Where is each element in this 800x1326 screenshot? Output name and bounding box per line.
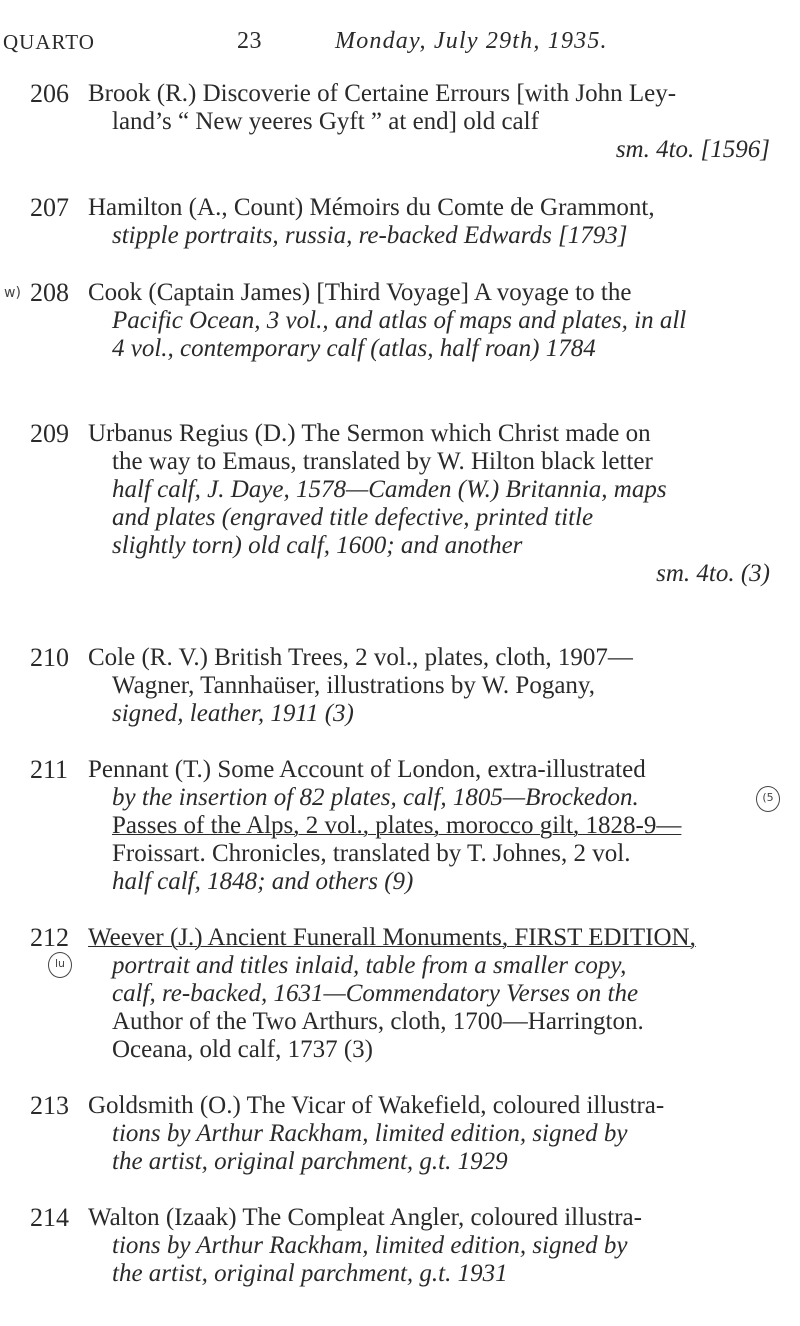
margin-annotation: w) — [4, 285, 21, 301]
lot-line: and plates (engraved title defective, printed title — [112, 504, 594, 531]
circled-annotation: (5 — [756, 786, 780, 812]
lot-line: the way to Emaus, translated by W. Hilton black letter — [112, 448, 653, 475]
lot-line: Goldsmith (O.) The Vicar of Wakefield, coloured illustra- — [88, 1092, 665, 1119]
lot-number: 211 — [30, 755, 69, 784]
lot-line: Author of the Two Arthurs, cloth, 1700—Harrington. — [112, 1008, 644, 1035]
lot-line: Wagner, Tannhaüser, illustrations by W. Pogany, — [112, 672, 596, 699]
lot-line: Cole (R. V.) British Trees, 2 vol., plates, cloth, 1907— — [88, 644, 633, 671]
lot-line: Walton (Izaak) The Compleat Angler, coloured illustra- — [88, 1204, 642, 1231]
lot-line: half calf, 1848; and others (9) — [112, 868, 414, 895]
lot-line: Pennant (T.) Some Account of London, extra-illustrated — [88, 756, 646, 783]
lot-description — [88, 756, 778, 896]
lot-line: Pacific Ocean, 3 vol., and atlas of maps and plates, in all — [112, 307, 687, 334]
circled-annotation: lu — [48, 952, 72, 978]
page-number: 23 — [237, 28, 262, 54]
lot-line: calf, re-backed, 1631—Commendatory Verses on the — [112, 980, 639, 1007]
lot-line: signed, leather, 1911 (3) — [112, 700, 354, 727]
lot-number: 208 — [30, 278, 69, 307]
lot-line: sm. 4to. (3) — [656, 560, 770, 587]
lot-description — [88, 80, 778, 164]
lot-line: land’s “ New yeeres Gyft ” at end] old calf — [112, 108, 539, 135]
header-section: QUARTO — [3, 30, 95, 54]
lot-line: Brook (R.) Discoverie of Certaine Errours [with John Ley- — [88, 80, 677, 107]
lot-line: tions by Arthur Rackham, limited edition, signed by — [112, 1120, 628, 1147]
lot-line: by the insertion of 82 plates, calf, 1805—Brockedon. — [112, 784, 639, 811]
sale-date: Monday, July 29th, 1935. — [335, 28, 608, 54]
lot-number: 214 — [30, 1203, 69, 1232]
lot-number: 209 — [30, 419, 69, 448]
lot-line: 4 vol., contemporary calf (atlas, half roan) 1784 — [112, 335, 596, 362]
lot-number: 207 — [30, 193, 69, 222]
lot-line: slightly torn) old calf, 1600; and another — [112, 532, 523, 559]
lot-number: 206 — [30, 79, 69, 108]
lot-number: 213 — [30, 1091, 69, 1120]
lot-line: Urbanus Regius (D.) The Sermon which Christ made on — [88, 420, 651, 447]
lot-line: tions by Arthur Rackham, limited edition, signed by — [112, 1232, 628, 1259]
lot-description — [88, 924, 778, 1064]
lot-description — [88, 420, 778, 588]
page-header — [0, 26, 800, 60]
lot-line: Weever (J.) Ancient Funerall Monuments, FIRST EDITION, — [88, 924, 696, 951]
lot-line: sm. 4to. [1596] — [615, 136, 770, 163]
lot-line: Hamilton (A., Count) Mémoirs du Comte de Grammont, — [88, 194, 655, 221]
lot-description — [88, 1092, 778, 1176]
lot-line: Passes of the Alps, 2 vol., plates, morocco gilt, 1828-9— — [112, 812, 682, 839]
lot-line: half calf, J. Daye, 1578—Camden (W.) Britannia, maps — [112, 476, 667, 503]
lot-description — [88, 644, 778, 728]
lot-line: Froissart. Chronicles, translated by T. Johnes, 2 vol. — [112, 840, 631, 867]
lot-number: 210 — [30, 643, 69, 672]
lot-line: Cook (Captain James) [Third Voyage] A voyage to the — [88, 279, 632, 306]
lot-line: the artist, original parchment, g.t. 1929 — [112, 1148, 508, 1175]
lot-description — [88, 194, 778, 250]
lot-line: stipple portraits, russia, re-backed Edwards [1793] — [112, 222, 628, 249]
lot-line: Oceana, old calf, 1737 (3) — [112, 1036, 373, 1063]
lot-number: 212 — [30, 923, 69, 952]
lot-description — [88, 1204, 778, 1288]
lot-line: the artist, original parchment, g.t. 1931 — [112, 1260, 508, 1287]
lot-line: portrait and titles inlaid, table from a smaller copy, — [112, 952, 627, 979]
lot-description — [88, 279, 778, 363]
